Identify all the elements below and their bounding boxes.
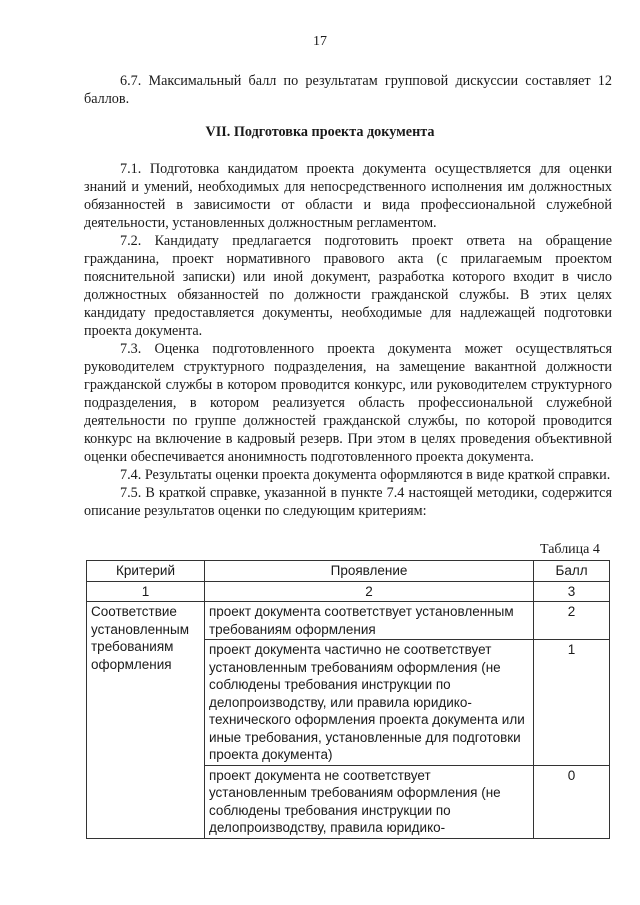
column-number-row (87, 581, 610, 602)
table-caption: Таблица 4 (540, 542, 600, 557)
paragraph-7-1: 7.1. Подготовка кандидатом проекта документа осуществляется для оценки знаний и умений, необходимых для непосредственного исполнения им должностных обязанностей в зависимости от области и вида профессиональной служебной деятельности, установленных должностным регламентом. (84, 161, 612, 231)
column-number: 1 (87, 581, 205, 602)
criterion-cell: Соответствие установленным требованиям оформления (87, 602, 205, 839)
paragraph-6-7-block (84, 72, 612, 108)
section-body (84, 160, 612, 520)
criteria-table (86, 560, 610, 839)
paragraph-7-2: 7.2. Кандидату предлагается подготовить проект ответа на обращение гражданина, проект нормативного правового акта (с прилагаемым проектом пояснительной записки) или иной документ, разработка которого входит в число должностных обязанностей по должности гражданской службы. В этих целях кандидату предоставляется документы, необходимые для надлежащей подготовки проекта документа. (84, 233, 612, 339)
manifestation-cell: проект документа частично не соответствует установленным требованиям оформления (не соблюдены требования инструкции по делопроизводству, или правила юридико-технического оформления проекта документа или иные требования, установленные для подготовки проекта документа) (204, 640, 533, 766)
page-number: 17 (313, 34, 327, 49)
manifestation-cell: проект документа соответствует установленным требованиям оформления (204, 602, 533, 640)
header-score: Балл (534, 561, 610, 582)
score-cell: 2 (534, 602, 610, 640)
manifestation-cell: проект документа не соответствует установленным требованиям оформления (не соблюдены требования инструкции по делопроизводству, правила юридико- (204, 765, 533, 838)
paragraph-7-5: 7.5. В краткой справке, указанной в пункте 7.4 настоящей методики, содержится описание результатов оценки по следующим критериям: (84, 485, 612, 519)
section-heading: VII. Подготовка проекта документа (205, 124, 435, 140)
table-header-row (87, 561, 610, 582)
header-manifestation: Проявление (204, 561, 533, 582)
column-number: 2 (204, 581, 533, 602)
header-criterion: Критерий (87, 561, 205, 582)
table-row (87, 602, 610, 640)
column-number: 3 (534, 581, 610, 602)
paragraph-6-7: 6.7. Максимальный балл по результатам групповой дискуссии составляет 12 баллов. (84, 73, 612, 107)
score-cell: 1 (534, 640, 610, 766)
score-cell: 0 (534, 765, 610, 838)
paragraph-7-3: 7.3. Оценка подготовленного проекта документа может осуществляться руководителем структурного подразделения, на замещение вакантной должности гражданской службы в котором проводится конкурс, или руководителем структурного подразделения, в котором реализуется область профессиональной служебной деятельности по группе должностей гражданской службы, по которой проводится конкурс на включение в кадровый резерв. При этом в целях проведения объективной оценки обеспечивается анонимность подготовленного проекта документа. (84, 341, 612, 465)
paragraph-7-4: 7.4. Результаты оценки проекта документа оформляются в виде краткой справки. (120, 467, 611, 483)
